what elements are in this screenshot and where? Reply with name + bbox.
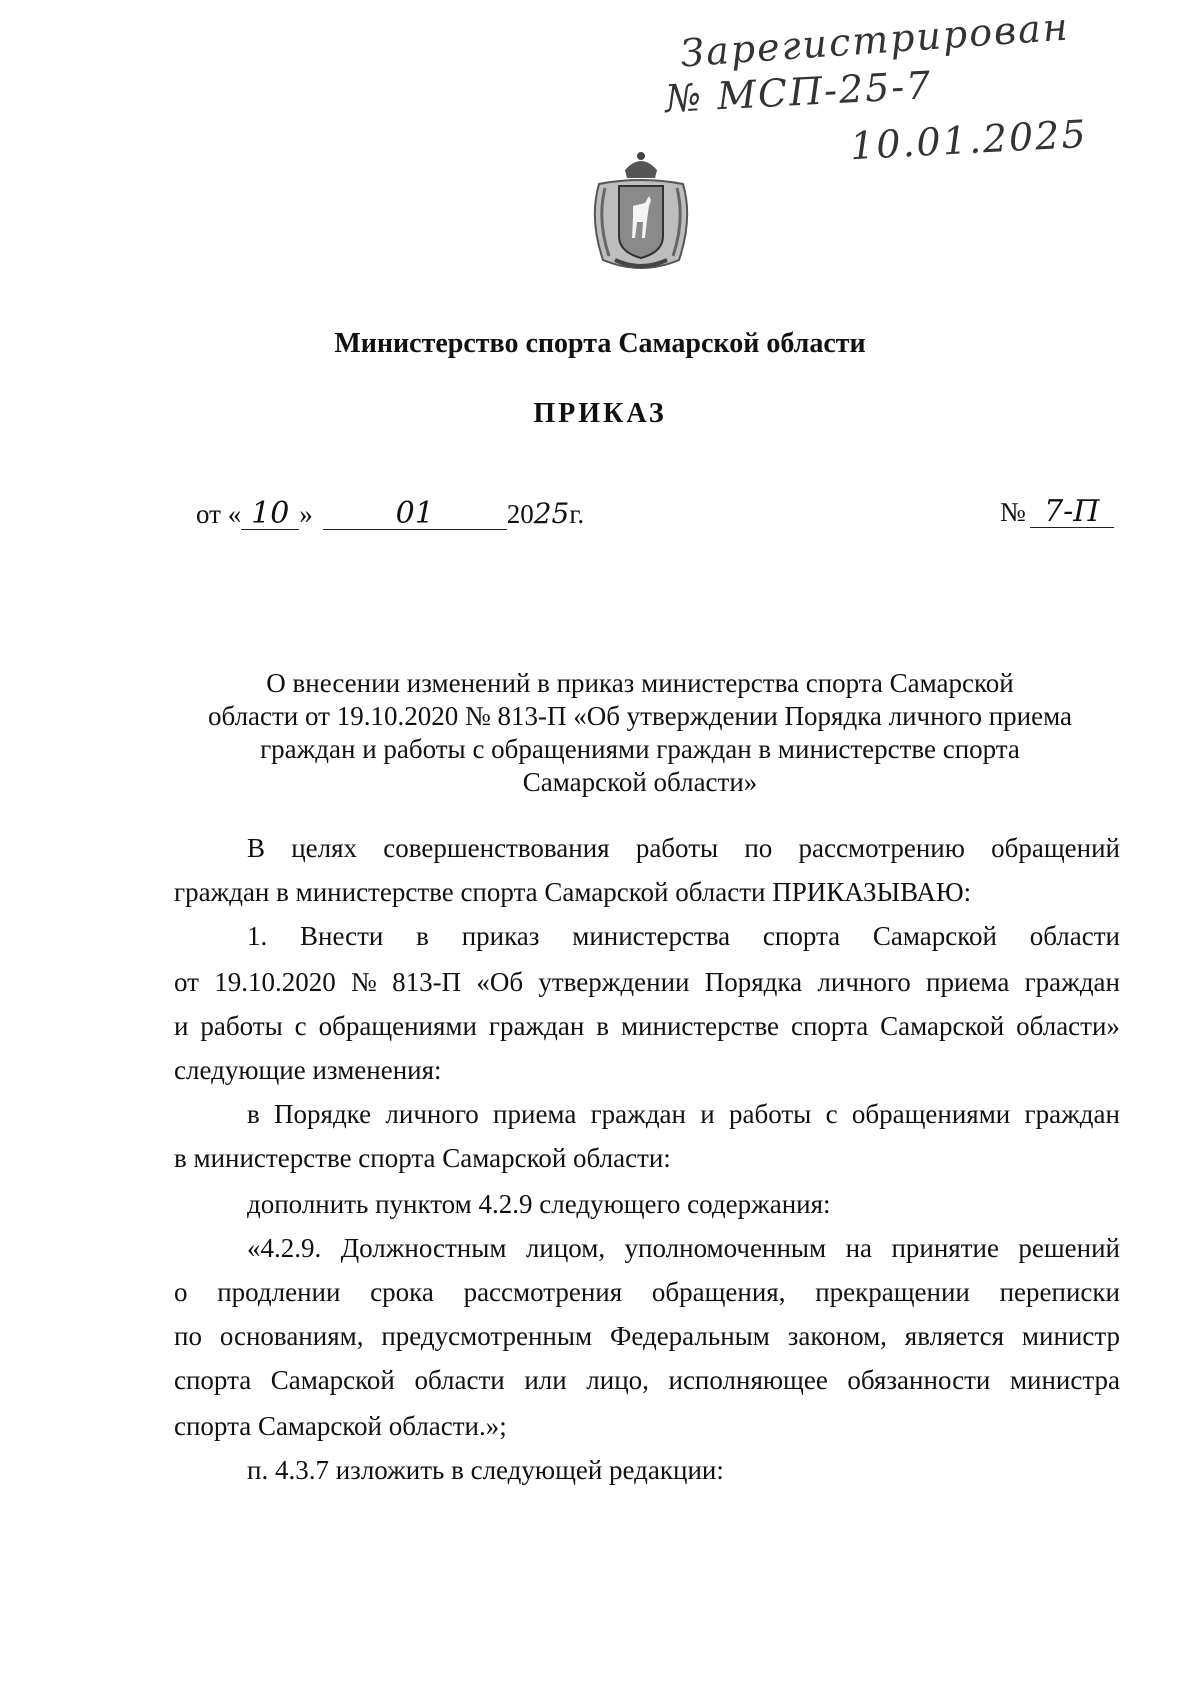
order-number [1000, 494, 1114, 529]
subject-line: О внесении изменений в приказ министерства спорта Самарской [266, 668, 1014, 698]
number-prefix: № [1000, 497, 1026, 527]
handwritten-reg-date: 10.01.2025 [849, 111, 1089, 169]
date-year-suffix: г. [569, 499, 585, 529]
body-line: по основаниям, предусмотренным Федеральным законом, является министр [174, 1321, 1120, 1351]
date-day: 10 [241, 499, 299, 530]
samara-coat-of-arms-icon [585, 148, 697, 278]
body-line: спорта Самарской области.»; [174, 1411, 507, 1441]
date-mid: » [299, 499, 313, 529]
subject-line: граждан и работы с обращениями граждан в министерстве спорта [260, 734, 1020, 764]
date-year-handwritten: 25 [533, 497, 570, 530]
body-line: в Порядке личного приема граждан и работы с обращениями граждан [247, 1099, 1120, 1129]
subject-line: области от 19.10.2020 № 813-П «Об утверждении Порядка личного приема [208, 701, 1072, 731]
body-line: о продлении срока рассмотрения обращения, прекращении переписки [174, 1277, 1120, 1307]
ministry-name: Министерство спорта Самарской области [334, 328, 866, 359]
date-year-prefix: 20 [506, 499, 534, 529]
subject-line: Самарской области» [522, 767, 758, 797]
order-date [196, 497, 584, 530]
body-line: спорта Самарской области или лицо, исполняющее обязанности министра [174, 1365, 1120, 1395]
body-line: от 19.10.2020 № 813-П «Об утверждении Порядка личного приема граждан [174, 967, 1120, 997]
body-line: дополнить пунктом 4.2.9 следующего содержания: [247, 1189, 831, 1219]
body-line: 1. Внести в приказ министерства спорта Самарской области [247, 921, 1120, 951]
registration-handwritten-note [660, 4, 1140, 169]
body-line: и работы с обращениями граждан в министерстве спорта Самарской области» [174, 1011, 1120, 1041]
body-line: следующие изменения: [174, 1055, 442, 1085]
date-prefix: от « [196, 499, 242, 529]
body-line: «4.2.9. Должностным лицом, уполномоченным на принятие решений [247, 1233, 1120, 1263]
body-line: В целях совершенствования работы по рассмотрению обращений [247, 833, 1120, 863]
order-title: ПРИКАЗ [533, 398, 667, 429]
order-subject [150, 667, 1130, 799]
body-line: граждан в министерстве спорта Самарской области ПРИКАЗЫВАЮ: [174, 877, 972, 907]
number-value: 7-П [1030, 497, 1114, 528]
handwritten-registered: Зарегистрирован [678, 4, 1072, 76]
body-line: п. 4.3.7 изложить в следующей редакции: [247, 1455, 724, 1485]
body-line: в министерстве спорта Самарской области: [174, 1143, 671, 1173]
date-month: 01 [323, 499, 507, 530]
handwritten-reg-number: № МСП-25-7 [664, 63, 934, 121]
